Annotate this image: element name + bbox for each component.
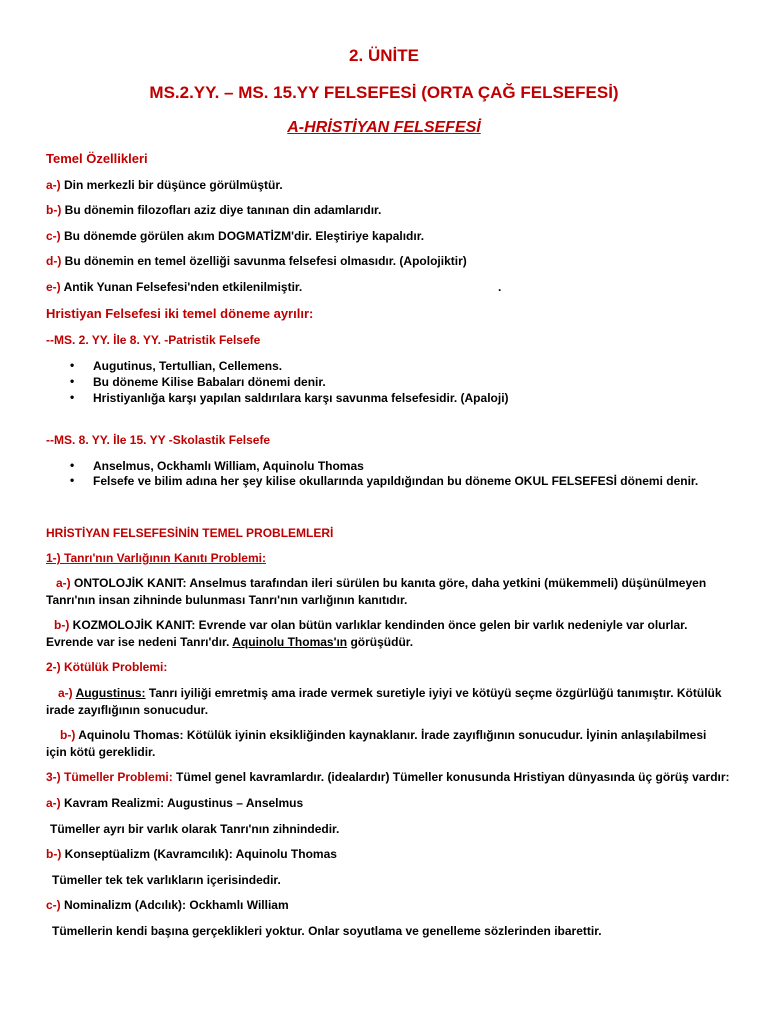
feature-text: Antik Yunan Felsefesi'nden etkilenilmiştir. [63, 280, 303, 294]
feature-text: Din merkezli bir düşünce görülmüştür. [64, 178, 283, 192]
feature-label: b-) [46, 203, 62, 217]
problems-heading: HRİSTİYAN FELSEFESİNİN TEMEL PROBLEMLERİ [46, 526, 334, 540]
feature-text: Bu dönemin filozofları aziz diye tanınan din adamlarıdır. [64, 203, 382, 217]
problem-3-a [46, 795, 303, 811]
problem-1-heading: 1-) Tanrı'nın Varlığının Kanıtı Problemi: [46, 551, 266, 565]
feature-label: c-) [46, 229, 61, 243]
item-label: b-) [54, 618, 70, 632]
problem-2-heading: 2-) Kötülük Problemi: [46, 660, 168, 674]
feature-item-b [46, 202, 381, 218]
skolastik-bullet: Felsefe ve bilim adına her şey kilise okullarında yapıldığından bu döneme OKUL FELSEFESİ dönemi denir. [93, 474, 699, 488]
problem-3-a-desc: Tümeller ayrı bir varlık olarak Tanrı'nın zihnindedir. [50, 822, 340, 836]
item-label: c-) [46, 898, 61, 912]
item-name: Augustinus: [75, 686, 146, 700]
skolastik-label: --MS. 8. YY. İle 15. YY -Skolastik Felsefe [46, 433, 271, 447]
problem-3-b [46, 846, 337, 862]
feature-label: d-) [46, 254, 62, 268]
item-label: b-) [60, 728, 76, 742]
problem-1-b [46, 617, 726, 651]
item-label: a-) [56, 576, 71, 590]
bullet-icon: • [70, 458, 75, 472]
item-text: Konseptüalizm (Kavramcılık): Aquinolu Thomas [64, 847, 337, 861]
item-label: a-) [46, 796, 61, 810]
problem-3-b-desc: Tümeller tek tek varlıkların içerisindedir. [52, 873, 281, 887]
problem-3-c [46, 897, 289, 913]
bullet-icon: • [70, 473, 75, 487]
item-label: b-) [46, 847, 62, 861]
bullet-icon: • [70, 374, 75, 388]
feature-text: Bu dönemin en temel özelliği savunma felsefesi olmasıdır. (Apolojiktir) [64, 254, 467, 268]
unit-title: 2. ÜNİTE [349, 46, 419, 65]
section-title: A-HRİSTİYAN FELSEFESİ [287, 119, 481, 136]
period-title: MS.2.YY. – MS. 15.YY FELSEFESİ (ORTA ÇAĞ FELSEFESİ) [149, 83, 619, 102]
patristik-label: --MS. 2. YY. İle 8. YY. -Patristik Felsefe [46, 333, 261, 347]
problem-3-heading [46, 769, 730, 785]
item-text: ONTOLOJİK KANIT: Anselmus tarafından ileri sürülen bu kanıta göre, daha yetkini (mükemmeli) düşünülmeyen Tanrı'nın insan zihninde bulunması Tanrı'nın varlığının kanıtıdır. [46, 576, 707, 607]
periods-heading: Hristiyan Felsefesi iki temel döneme ayrılır: [46, 306, 314, 321]
item-label: a-) [58, 686, 73, 700]
item-tail: görüşüdür. [347, 635, 414, 649]
feature-text: Bu dönemde görülen akım DOGMATİZM'dir. Eleştiriye kapalıdır. [64, 229, 425, 243]
feature-item-e [46, 279, 302, 295]
item-text: Tanrı iyiliği emretmiş ama irade vermek suretiyle iyiyi ve kötüyü seçme özgürlüğü tanımıştır. Kötülük irade zayıflığının sonucudur. [46, 686, 722, 717]
item-text: Nominalizm (Adcılık): Ockhamlı William [64, 898, 289, 912]
feature-item-c [46, 228, 424, 244]
patristik-bullet: Bu döneme Kilise Babaları dönemi denir. [93, 375, 326, 389]
features-heading: Temel Özellikleri [46, 151, 148, 166]
patristik-bullet: Hristiyanlığa karşı yapılan saldırılara karşı savunma felsefesidir. (Apaloji) [93, 391, 509, 405]
stray-dot: . [498, 280, 502, 294]
problem-2-a [46, 685, 726, 719]
problem-1-a [46, 575, 726, 609]
feature-item-d [46, 253, 467, 269]
bullet-icon: • [70, 358, 75, 372]
feature-label: a-) [46, 178, 61, 192]
problem-3-intro: Tümel genel kavramlardır. (idealardır) Tümeller konusunda Hristiyan dünyasında üç görüş vardır: [172, 770, 730, 784]
item-text: Aquinolu Thomas: Kötülük iyinin eksikliğinden kaynaklanır. İrade zayıflığının sonucudur. İyinin anlaşılabilmesi için kötü gereklidir. [46, 728, 707, 759]
item-underlined: Aquinolu Thomas'ın [232, 635, 348, 649]
item-text: KOZMOLOJİK KANIT: Evrende var olan bütün varlıklar kendinden önce gelen bir varlık nedeniyle var olurlar. Evrende var ise nedeni Tanrı'dır. [46, 618, 688, 649]
problem-2-b [46, 727, 726, 761]
problem-3-title: 3-) Tümeller Problemi: [46, 770, 173, 784]
problem-3-c-desc: Tümellerin kendi başına gerçeklikleri yoktur. Onlar soyutlama ve genelleme sözlerinden ibarettir. [52, 924, 602, 938]
skolastik-bullet: Anselmus, Ockhamlı William, Aquinolu Thomas [93, 459, 364, 473]
feature-label: e-) [46, 280, 61, 294]
item-text: Kavram Realizmi: Augustinus – Anselmus [64, 796, 304, 810]
feature-item-a [46, 177, 283, 193]
bullet-icon: • [70, 390, 75, 404]
patristik-bullet: Augutinus, Tertullian, Cellemens. [93, 359, 283, 373]
